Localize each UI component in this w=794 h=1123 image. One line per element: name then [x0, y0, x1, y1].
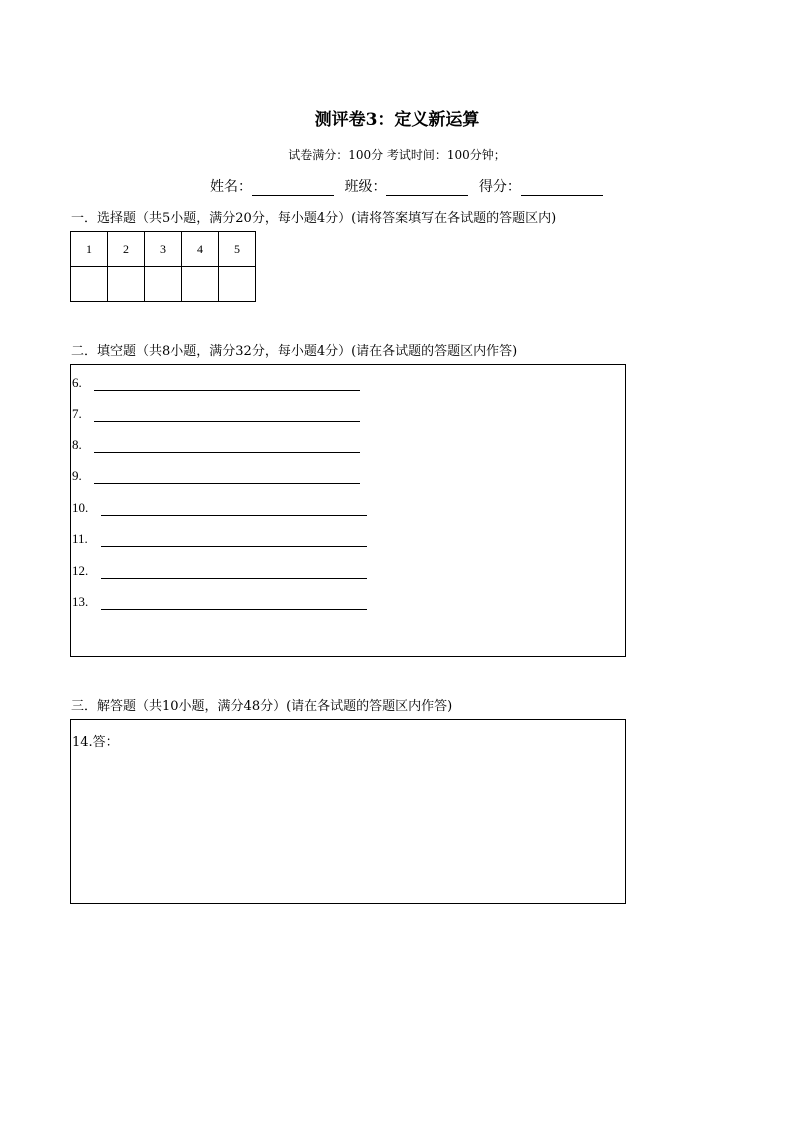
- score-field[interactable]: [479, 176, 603, 196]
- fill-in-item: [72, 500, 88, 516]
- answer-cell[interactable]: [108, 267, 145, 302]
- item-number: 13.: [72, 594, 89, 609]
- exam-info: 试卷满分：100分 考试时间：100分钟；: [288, 148, 506, 162]
- answer-line[interactable]: [101, 609, 367, 610]
- item-number: 9.: [72, 468, 82, 483]
- name-blank[interactable]: [252, 181, 334, 196]
- question-number-cell: 2: [108, 232, 145, 267]
- section-3-heading: 三．解答题（共10小题，满分48分）(请在各试题的答题区内作答): [71, 699, 453, 714]
- name-field[interactable]: [210, 176, 334, 196]
- fill-in-item: [72, 406, 82, 422]
- question-number-cell: 5: [219, 232, 256, 267]
- item-number: 12.: [72, 563, 89, 578]
- answer-row: [71, 267, 256, 302]
- section-2-heading: 二．填空题（共8小题，满分32分，每小题4分）(请在各试题的答题区内作答): [71, 344, 518, 359]
- answer-cell[interactable]: [71, 267, 108, 302]
- score-blank[interactable]: [521, 181, 603, 196]
- answer-line[interactable]: [94, 421, 360, 422]
- answer-cell[interactable]: [145, 267, 182, 302]
- fill-in-item: [72, 594, 88, 610]
- answer-label: 14.答：: [72, 735, 119, 750]
- fill-in-item: [72, 531, 88, 547]
- question-number-row: [71, 232, 256, 267]
- item-number: 11.: [72, 531, 88, 546]
- answer-box[interactable]: [70, 719, 626, 904]
- name-label: 姓名：: [210, 179, 252, 195]
- page-title: 测评卷3：定义新运算: [314, 110, 480, 130]
- question-number-cell: 1: [71, 232, 108, 267]
- item-number: 10.: [72, 500, 89, 515]
- score-label: 得分：: [478, 179, 521, 195]
- fill-in-item: [72, 468, 82, 484]
- class-label: 班级：: [344, 179, 387, 195]
- answer-cell[interactable]: [182, 267, 219, 302]
- fill-in-item: [72, 437, 82, 453]
- answer-line[interactable]: [101, 515, 367, 516]
- item-number: 8.: [72, 437, 82, 452]
- answer-cell[interactable]: [219, 267, 256, 302]
- fill-in-item: [72, 563, 88, 579]
- question-number-cell: 3: [145, 232, 182, 267]
- answer-line[interactable]: [101, 578, 367, 579]
- fill-in-item: [72, 375, 82, 391]
- item-number: 6.: [72, 375, 82, 390]
- answer-line[interactable]: [101, 546, 367, 547]
- choice-answer-table: [70, 231, 256, 302]
- class-field[interactable]: [344, 176, 468, 196]
- class-blank[interactable]: [386, 181, 468, 196]
- section-1-heading: 一．选择题（共5小题，满分20分，每小题4分）(请将答案填写在各试题的答题区内): [71, 211, 557, 226]
- answer-line[interactable]: [94, 452, 360, 453]
- fill-in-answer-box: [70, 364, 626, 657]
- student-info-line: [210, 176, 609, 196]
- answer-line[interactable]: [94, 390, 360, 391]
- answer-line[interactable]: [94, 483, 360, 484]
- item-number: 7.: [72, 406, 82, 421]
- question-number-cell: 4: [182, 232, 219, 267]
